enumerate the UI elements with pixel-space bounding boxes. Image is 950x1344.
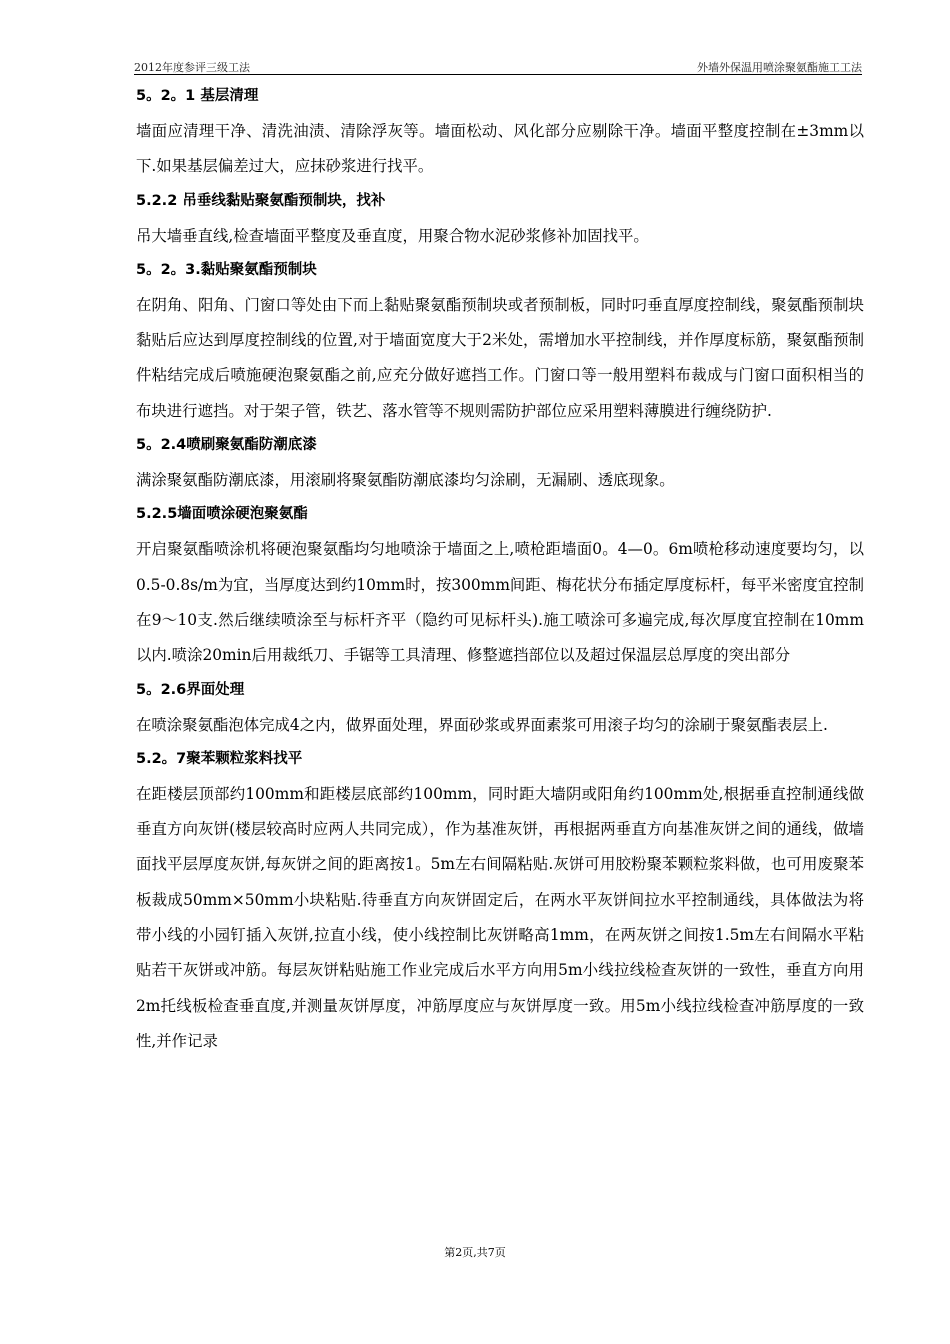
section-paragraph: 在距楼层顶部约100mm和距楼层底部约100mm，同时距大墙阴或阳角约100mm处,根据垂直控制通线做垂直方向灰饼(楼层较高时应两人共同完成），作为基准灰饼，再根据两垂直方向基准灰饼之间的通线，做墙面找平层厚度灰饼,每灰饼之间的距离按1。5m左右间隔粘贴.灰饼可用胶粉聚苯颗粒浆料做，也可用废聚苯板裁成50mm×50mm小块粘贴.待垂直方向灰饼固定后，在两水平灰饼间拉水平控制通线，具体做法为将带小线的小园钉插入灰饼,拉直小线，使小线控制比灰饼略高1mm，在两灰饼之间按1.5m左右间隔水平粘贴若干灰饼或冲筋。每层灰饼粘贴施工作业完成后水平方向用5m小线拉线检查灰饼的一致性，垂直方向用2m托线板检查垂直度,并测量灰饼厚度，冲筋厚度应与灰饼厚度一致。用5m小线拉线检查冲筋厚度的一致性,并作记录 — [136, 784, 864, 1050]
header-right-title: 外墙外保温用喷涂聚氨酯施工工法 — [697, 61, 862, 74]
section-paragraph: 在阴角、阳角、门窗口等处由下而上黏贴聚氨酯预制块或者预制板，同时叼垂直厚度控制线，聚氨酯预制块黏贴后应达到厚度控制线的位置,对于墙面宽度大于2米处，需增加水平控制线，并作厚度标筋，聚氨酯预制件粘结完成后喷施硬泡聚氨酯之前,应充分做好遮挡工作。门窗口等一般用塑料布裁成与门窗口面积相当的布块进行遮挡。对于架子管，铁艺、落水管等不规则需防护部位应采用塑料薄膜进行缠绕防护. — [136, 295, 864, 420]
section-paragraph: 吊大墙垂直线,检查墙面平整度及垂直度，用聚合物水泥砂浆修补加固找平。 — [136, 226, 649, 245]
page-number: 第2页,共7页 — [444, 1246, 506, 1259]
section-paragraph: 开启聚氨酯喷涂机将硬泡聚氨酯均匀地喷涂于墙面之上,喷枪距墙面0。4—0。6m喷枪移动速度要均匀，以0.5-0.8s/m为宜，当厚度达到约10mm时，按300mm间距、梅花状分布插定厚度标杆，每平米密度宜控制在9～10支.然后继续喷涂至与标杆齐平（隐约可见标杆头).施工喷涂可多遍完成,每次厚度宜控制在10mm以内.喷涂20min后用裁纸刀、手锯等工具清理、修整遮挡部位以及超过保温层总厚度的突出部分 — [136, 540, 864, 665]
section-5-2-4 — [136, 435, 864, 498]
section-heading: 5.2。7聚苯颗粒浆料找平 — [136, 750, 303, 767]
section-5-2-1 — [136, 86, 864, 185]
section-heading: 5.2.5墙面喷涂硬泡聚氨酯 — [136, 506, 308, 523]
section-5-2-6 — [136, 680, 864, 743]
document-body — [136, 86, 864, 1059]
section-heading: 5。2.4喷刷聚氨酯防潮底漆 — [136, 437, 317, 454]
section-5-2-5 — [136, 504, 864, 673]
section-5-2-3 — [136, 260, 864, 429]
section-heading: 5。2.6界面处理 — [136, 681, 245, 698]
section-heading: 5。2。3.黏贴聚氨酯预制块 — [136, 261, 317, 278]
header-left-title: 2012年度参评三级工法 — [134, 61, 250, 74]
section-paragraph: 在喷涂聚氨酯泡体完成4之内，做界面处理，界面砂浆或界面素浆可用滚子均匀的涂刷于聚氨酯表层上. — [136, 715, 828, 734]
page-header — [134, 56, 862, 75]
section-heading: 5。2。1 基层清理 — [136, 88, 259, 104]
section-5-2-2 — [136, 191, 864, 254]
section-paragraph: 满涂聚氨酯防潮底漆，用滚刷将聚氨酯防潮底漆均匀涂刷，无漏刷、透底现象。 — [136, 471, 675, 490]
section-5-2-7 — [136, 749, 864, 1059]
section-paragraph: 墙面应清理干净、清洗油渍、清除浮灰等。墙面松动、风化部分应剔除干净。墙面平整度控制在±3mm以下.如果基层偏差过大，应抹砂浆进行找平。 — [136, 122, 864, 176]
section-heading: 5.2.2 吊垂线黏贴聚氨酯预制块，找补 — [136, 192, 386, 209]
